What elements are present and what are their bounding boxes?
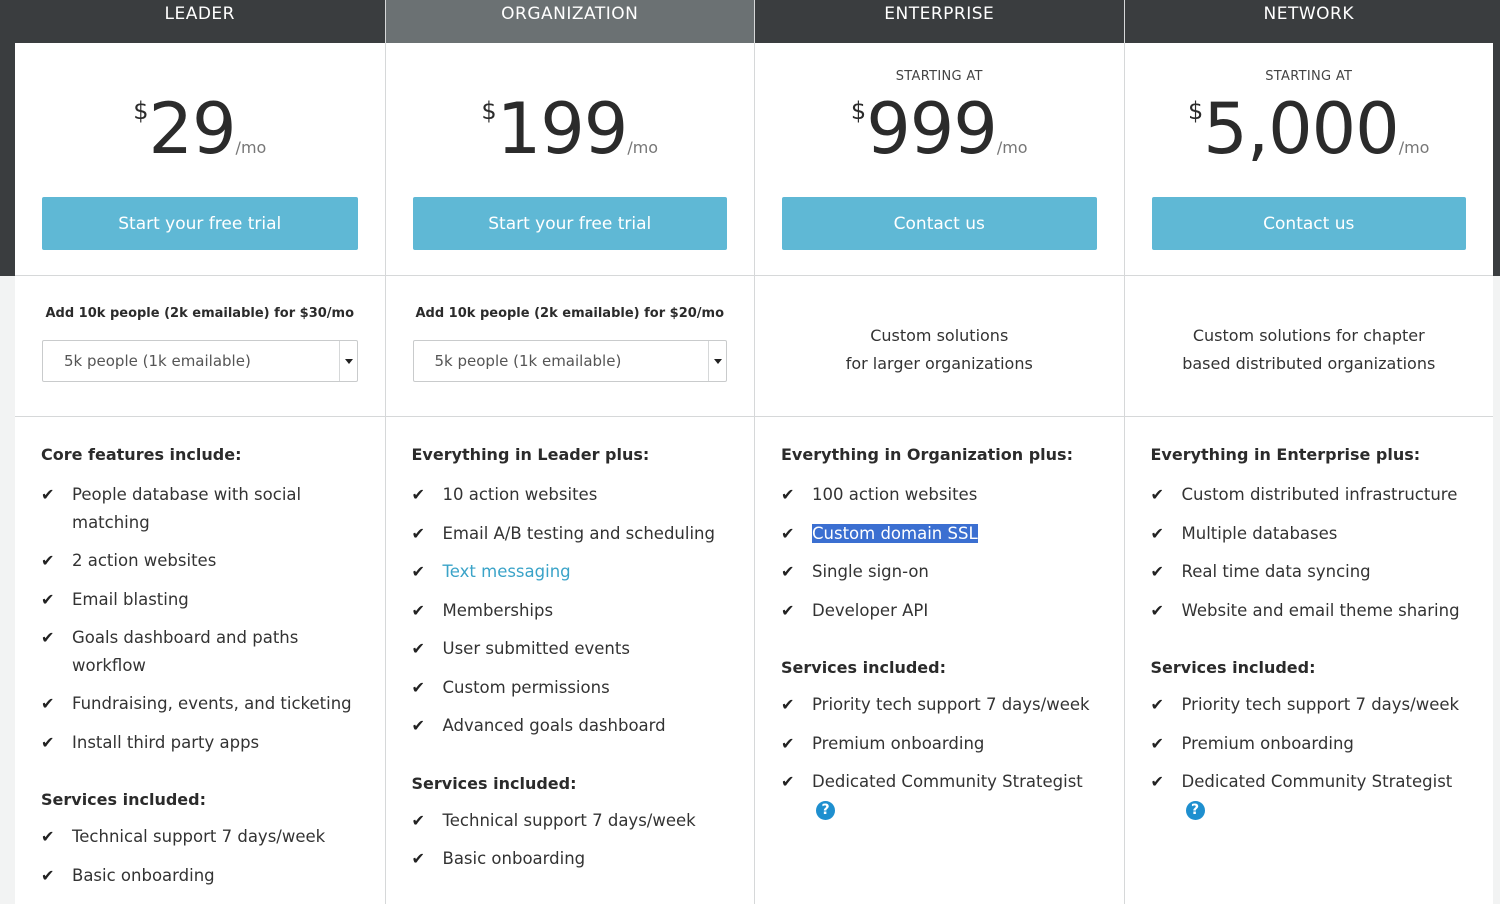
plan-leader xyxy=(15,0,385,904)
list-item: ✔ Technical support 7 days/week xyxy=(41,823,385,851)
check-icon: ✔ xyxy=(41,628,55,647)
check-icon: ✔ xyxy=(1150,695,1164,714)
price-period: /mo xyxy=(235,138,267,157)
features-section xyxy=(755,417,1124,823)
list-item: ✔ Dedicated Community Strategist? xyxy=(1151,768,1494,823)
list-item: ✔ Dedicated Community Strategist? xyxy=(781,768,1124,823)
plan-network xyxy=(1124,0,1494,904)
pricing-table xyxy=(15,0,1493,904)
price-area xyxy=(1125,43,1494,276)
check-icon: ✔ xyxy=(781,562,795,581)
plan-enterprise xyxy=(754,0,1124,904)
plan-name: ORGANIZATION xyxy=(386,0,755,43)
custom-solutions-text: Custom solutions for larger organizations xyxy=(845,326,1033,373)
check-icon: ✔ xyxy=(781,695,795,714)
check-icon: ✔ xyxy=(411,849,425,868)
help-icon[interactable]: ? xyxy=(816,801,835,820)
services-list xyxy=(41,823,385,889)
plan-name: ENTERPRISE xyxy=(755,0,1124,43)
addon-area xyxy=(15,276,385,417)
check-icon: ✔ xyxy=(781,733,795,753)
price xyxy=(15,89,385,169)
addon-label: Add 10k people (2k emailable) for $20/mo xyxy=(415,306,725,321)
list-item: ✔ Priority tech support 7 days/week xyxy=(781,691,1124,719)
features-title: Core features include: xyxy=(41,445,242,464)
list-item: ✔ 10 action websites xyxy=(412,481,755,509)
check-icon: ✔ xyxy=(781,772,795,791)
price-area xyxy=(386,43,755,276)
price-period: /mo xyxy=(996,138,1028,157)
check-icon: ✔ xyxy=(411,523,425,543)
list-item: ✔ Install third party apps xyxy=(41,729,385,757)
list-item: ✔ Email blasting xyxy=(41,586,385,614)
services-list xyxy=(781,691,1124,823)
start-trial-button[interactable]: Start your free trial xyxy=(413,197,728,250)
features-title: Everything in Enterprise plus: xyxy=(1150,445,1421,464)
price-period: /mo xyxy=(1398,138,1430,157)
list-item: ✔ 100 action websites xyxy=(781,481,1124,509)
features-title: Everything in Leader plus: xyxy=(411,445,650,464)
addon-area xyxy=(1125,276,1494,417)
price xyxy=(755,89,1124,169)
check-icon: ✔ xyxy=(781,485,795,504)
contact-us-button[interactable]: Contact us xyxy=(782,197,1097,250)
check-icon: ✔ xyxy=(411,485,425,504)
check-icon: ✔ xyxy=(1150,733,1164,753)
check-icon: ✔ xyxy=(41,865,55,885)
list-item xyxy=(412,558,755,586)
check-icon: ✔ xyxy=(41,694,55,713)
list-item: ✔ Priority tech support 7 days/week xyxy=(1151,691,1494,719)
list-item: ✔ 2 action websites xyxy=(41,547,385,575)
check-icon: ✔ xyxy=(411,562,425,581)
people-select[interactable] xyxy=(42,340,358,382)
check-icon: ✔ xyxy=(1150,485,1164,504)
list-item: ✔ Custom distributed infrastructure xyxy=(1151,481,1494,509)
list-item: ✔ Single sign-on xyxy=(781,558,1124,586)
currency: $ xyxy=(850,97,867,125)
price xyxy=(386,89,755,169)
services-title: Services included: xyxy=(41,790,206,809)
features-section xyxy=(15,417,385,889)
features-section xyxy=(386,417,755,873)
selected-text: Custom domain SSL xyxy=(812,523,978,543)
chevron-down-icon[interactable] xyxy=(708,341,726,381)
list-item xyxy=(781,520,1124,548)
list-item: ✔ Premium onboarding xyxy=(781,730,1124,758)
plan-name: NETWORK xyxy=(1125,0,1494,43)
services-list xyxy=(412,807,755,873)
check-icon: ✔ xyxy=(41,732,55,752)
services-title: Services included: xyxy=(411,773,577,793)
check-icon: ✔ xyxy=(1150,523,1164,543)
check-icon: ✔ xyxy=(411,677,425,697)
check-icon: ✔ xyxy=(41,827,55,846)
list-item: ✔ Custom permissions xyxy=(412,674,755,702)
currency: $ xyxy=(1188,97,1204,125)
list-item: ✔ Fundraising, events, and ticketing xyxy=(41,690,385,718)
list-item: ✔ Website and email theme sharing xyxy=(1151,597,1494,625)
list-item: ✔ User submitted events xyxy=(412,635,755,663)
check-icon: ✔ xyxy=(781,523,795,543)
list-item: ✔ Real time data syncing xyxy=(1151,558,1494,586)
check-icon: ✔ xyxy=(411,639,425,658)
feature-list xyxy=(412,481,755,740)
addon-area xyxy=(755,276,1124,417)
check-icon: ✔ xyxy=(411,810,425,830)
check-icon: ✔ xyxy=(1150,772,1164,791)
services-list xyxy=(1151,691,1494,823)
list-item: ✔ Memberships xyxy=(412,597,755,625)
services-title: Services included: xyxy=(781,658,946,677)
custom-solutions-text: Custom solutions for chapter based distributed organizations xyxy=(1182,326,1436,373)
list-item: ✔ Basic onboarding xyxy=(41,862,385,890)
plan-name: LEADER xyxy=(15,0,385,43)
price-amount: 199 xyxy=(496,88,628,170)
list-item: ✔ Technical support 7 days/week xyxy=(412,807,755,835)
addon-label: Add 10k people (2k emailable) for $30/mo xyxy=(45,306,355,321)
list-item: ✔ Multiple databases xyxy=(1151,520,1494,548)
list-item: ✔ Email A/B testing and scheduling xyxy=(412,520,755,548)
services-title: Services included: xyxy=(1150,658,1316,677)
list-item: ✔ Advanced goals dashboard xyxy=(412,712,755,740)
help-icon[interactable]: ? xyxy=(1186,801,1205,820)
check-icon: ✔ xyxy=(781,600,795,620)
price-amount: 999 xyxy=(866,88,997,170)
select-value: 5k people (1k emailable) xyxy=(64,352,251,370)
check-icon: ✔ xyxy=(411,600,425,620)
list-item: ✔ Developer API xyxy=(781,597,1124,625)
check-icon: ✔ xyxy=(411,716,425,735)
price-area xyxy=(15,43,385,276)
check-icon: ✔ xyxy=(1150,562,1164,581)
list-item: ✔ Premium onboarding xyxy=(1151,730,1494,758)
features-title: Everything in Organization plus: xyxy=(781,445,1073,464)
list-item: ✔ Goals dashboard and paths workflow xyxy=(41,624,385,679)
feature-list xyxy=(41,481,385,756)
starting-at-label: STARTING AT xyxy=(895,69,983,84)
feature-list xyxy=(781,481,1124,624)
currency: $ xyxy=(133,97,149,125)
check-icon: ✔ xyxy=(41,485,55,504)
contact-us-button[interactable]: Contact us xyxy=(1152,197,1467,250)
check-icon: ✔ xyxy=(41,589,55,609)
list-item: ✔ Basic onboarding xyxy=(412,845,755,873)
price xyxy=(1125,89,1494,169)
start-trial-button[interactable]: Start your free trial xyxy=(42,197,358,250)
check-icon: ✔ xyxy=(41,551,55,570)
starting-at-label: STARTING AT xyxy=(1265,69,1353,84)
people-select[interactable] xyxy=(413,340,728,382)
currency: $ xyxy=(481,97,497,125)
list-item: ✔ People database with social matching xyxy=(41,481,385,536)
addon-area xyxy=(386,276,755,417)
chevron-down-icon[interactable] xyxy=(339,341,357,381)
features-section xyxy=(1125,417,1494,823)
price-period: /mo xyxy=(627,138,659,157)
check-icon: ✔ xyxy=(1150,600,1164,620)
price-area xyxy=(755,43,1124,276)
plan-organization xyxy=(385,0,755,904)
text-messaging-link[interactable]: Text messaging xyxy=(442,562,571,581)
price-amount: 29 xyxy=(148,88,236,170)
feature-list xyxy=(1151,481,1494,624)
select-value: 5k people (1k emailable) xyxy=(434,352,622,370)
price-amount: 5,000 xyxy=(1203,88,1399,170)
